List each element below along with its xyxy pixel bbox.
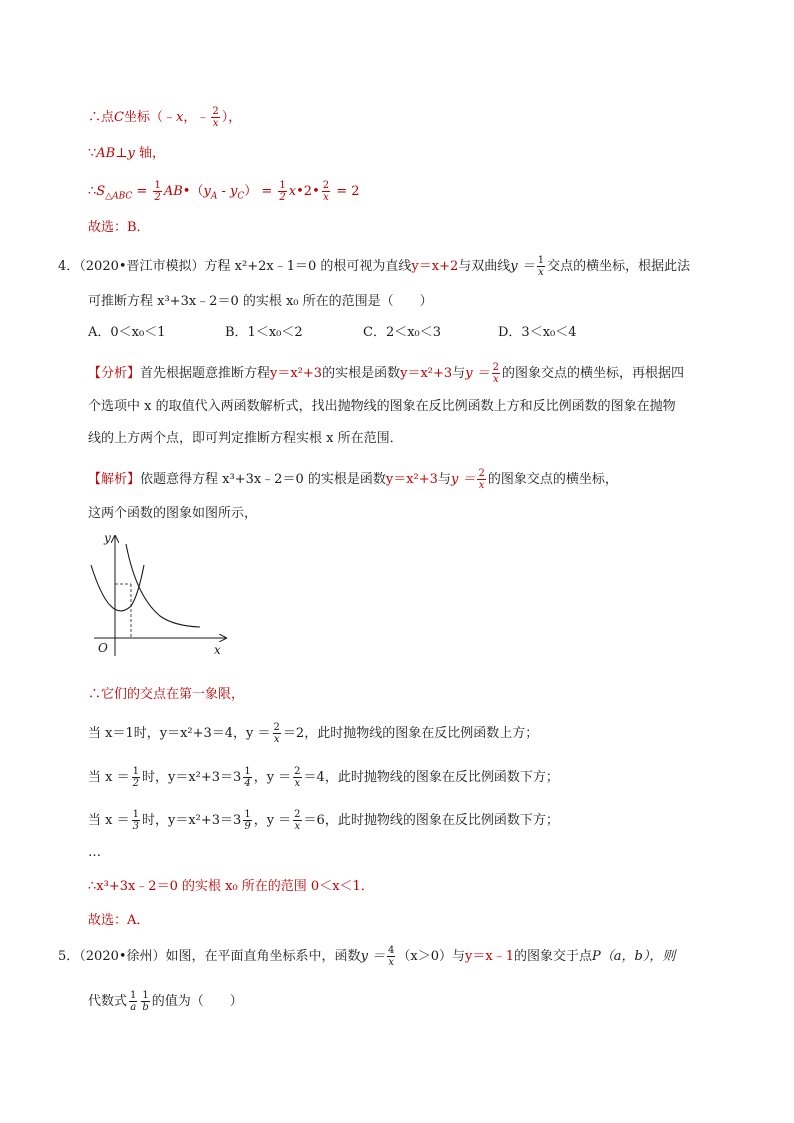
sol3-answer: 故选：B． — [88, 220, 150, 235]
hyperbola-curve — [126, 544, 200, 627]
q4-option-b: B．1＜x₀＜2 — [225, 325, 303, 340]
analysis-line3: 线的上方两个点，即可判定推断方程实根 x 所在范围． — [88, 431, 403, 446]
analysis-tag: 【分析】 — [88, 366, 141, 381]
fraction: $\frac{2}{x}$ — [212, 106, 219, 129]
solution-c3: 当 x ＝ $\frac{1}{2}$ 时，y＝x²+3＝3 $\frac{1}{4}$ ，y ＝ $\frac{2}{x}$ ＝4，此时抛物线的图象在反比例函数下方； — [88, 766, 559, 789]
solution-tag: 【解析】 — [88, 472, 141, 487]
q4-option-c: C．2＜x₀＜3 — [363, 325, 442, 340]
y-axis-label: y — [104, 531, 111, 545]
parabola-curve — [91, 565, 144, 611]
solution-line1: 【解析】依题意得方程 x³+3x﹣2＝0 的实根是函数y＝x²+3与y ＝ $\frac{2}{x}$ 的图象交点的横坐标， — [88, 468, 618, 491]
analysis-line2: 个选项中 x 的取值代入两函数解析式，找出抛物线的图象在反比例函数上方和反比例函数的图象在抛物 — [88, 399, 676, 414]
origin-label: O — [98, 641, 108, 655]
solution-answer: 故选：A． — [88, 913, 150, 928]
solution-c4: 当 x ＝ $\frac{1}{3}$ 时，y＝x²+3＝3 $\frac{1}{9}$ ，y ＝ $\frac{2}{x}$ ＝6，此时抛物线的图象在反比例函数下方； — [88, 809, 559, 832]
function-graph — [88, 530, 233, 658]
sol3-line1: ∴点C坐标（﹣x，﹣ $\frac{2}{x}$ ）， — [88, 106, 242, 129]
solution-c2: 当 x＝1时，y＝x²+3＝4，y ＝ $\frac{2}{x}$ ＝2，此时抛物线的图象在反比例函数上方； — [88, 722, 539, 745]
q5-line1: 5．（2020•徐州）如图，在平面直角坐标系中，函数y ＝ $\frac{4}{x}$ （x＞0）与y＝x﹣1的图象交于点P（a，b），则 — [58, 945, 676, 968]
sol3-line2: ∵AB⊥y 轴， — [88, 146, 165, 161]
solution-c6: ∴x³+3x﹣2＝0 的实根 x₀ 所在的范围 0＜x＜1． — [88, 879, 374, 894]
q4-line2: 可推断方程 x³+3x﹣2＝0 的实根 x₀ 所在的范围是（ ） — [88, 294, 433, 309]
solution-c5: … — [88, 845, 101, 860]
solution-line2: 这两个函数的图象如图所示， — [88, 506, 258, 521]
solution-c1: ∴它们的交点在第一象限， — [88, 687, 245, 702]
q4-option-a: A．0＜x₀＜1 — [88, 325, 166, 340]
x-axis-label: x — [214, 643, 221, 657]
q4-option-d: D．3＜x₀＜4 — [498, 325, 577, 340]
analysis-line1: 【分析】首先根据题意推断方程y＝x²+3的实根是函数y＝x²+3与y ＝ $\frac{2}{x}$ 的图象交点的横坐标，再根据四 — [88, 362, 685, 385]
sol3-line3: $\therefore S_{\triangle ABC}$ = $\frac{1}{2}$ $AB•(y_A - y_C)$ = $\frac{1}{2}$ x•2• $\frac{2}{x}$ = 2 — [88, 180, 360, 203]
q4-line1: 4．（2020•晋江市模拟）方程 x²+2x﹣1＝0 的根可视为直线y＝x+2与双曲线y ＝ $\frac{1}{x}$ 交点的横坐标，根据此法 — [58, 255, 691, 278]
q5-line2: 代数式 $\frac{1}{a}$ $\frac{1}{b}$ 的值为（ ） — [88, 990, 243, 1013]
